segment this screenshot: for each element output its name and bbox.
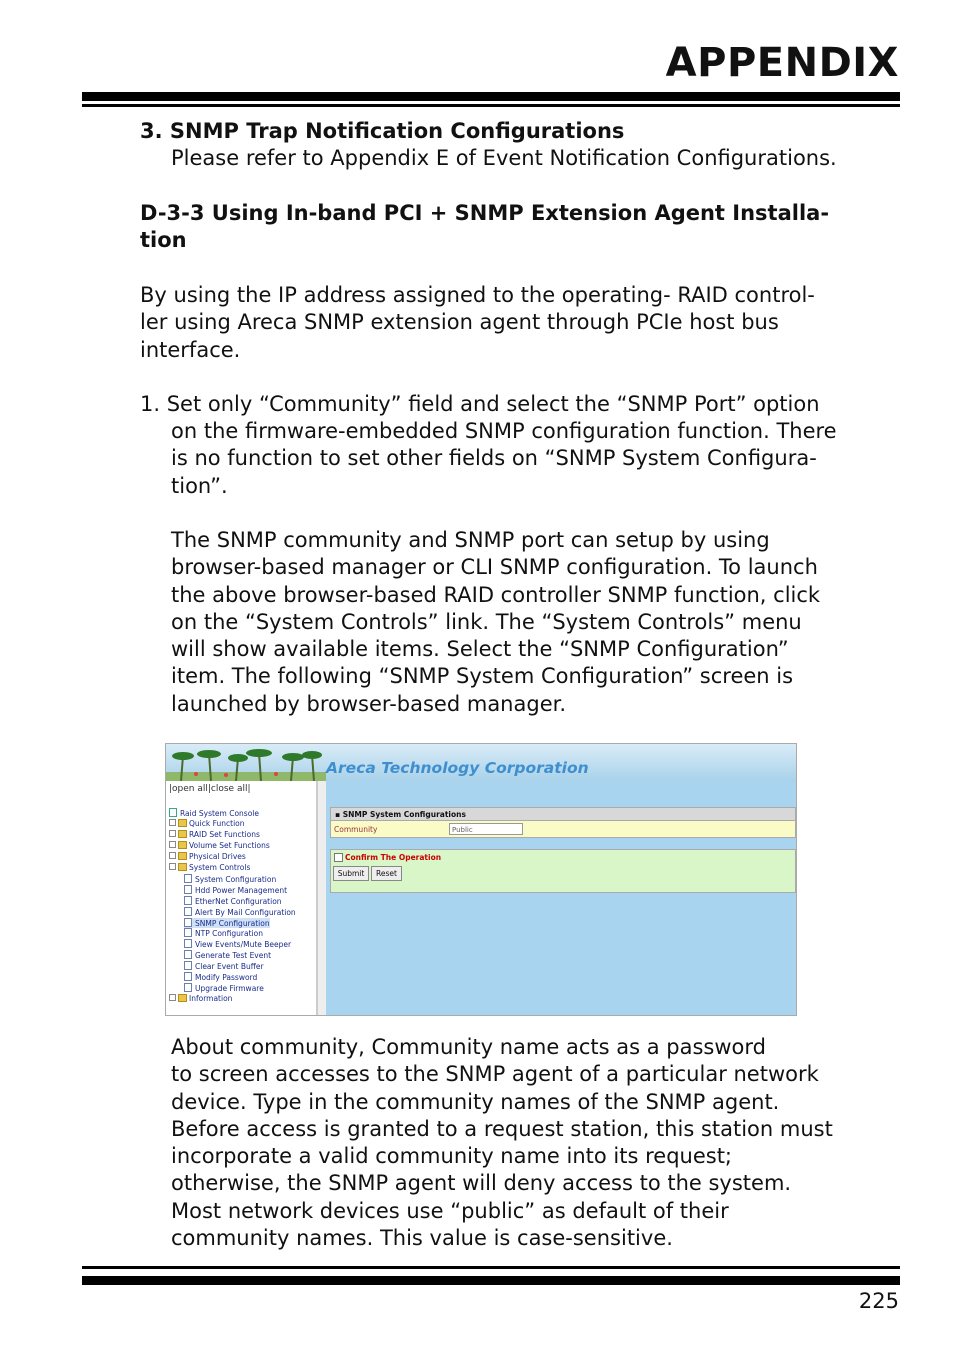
page-icon	[184, 939, 192, 948]
console-icon	[169, 808, 177, 817]
submit-button[interactable]: Submit	[333, 866, 369, 881]
tree-item-label: Generate Test Event	[195, 951, 272, 961]
screenshot-main-panel	[326, 781, 797, 1016]
tree-item[interactable]	[184, 950, 271, 960]
folder-icon	[178, 830, 187, 838]
text-line: to screen accesses to the SNMP agent of a particular network	[171, 1062, 819, 1087]
expand-icon[interactable]	[169, 841, 176, 848]
screenshot-banner	[166, 744, 797, 781]
text-line: item. The following “SNMP System Configuration” screen is	[171, 664, 794, 689]
expand-icon[interactable]	[169, 863, 176, 870]
tree-item[interactable]	[169, 852, 246, 861]
page-icon	[184, 950, 192, 959]
page-icon	[184, 885, 192, 894]
expand-icon[interactable]	[169, 994, 176, 1001]
page-icon	[184, 928, 192, 937]
panel-title-text: SNMP System Configurations	[342, 810, 466, 819]
text-line: browser-based manager or CLI SNMP configuration. To launch	[171, 555, 818, 580]
community-input[interactable]: Public	[449, 823, 523, 835]
text-line: interface.	[140, 337, 241, 362]
text-line: Most network devices use “public” as default of their	[171, 1198, 729, 1223]
expand-icon[interactable]	[169, 819, 176, 826]
tree-item[interactable]	[184, 874, 276, 884]
step1-paragraph	[171, 418, 911, 500]
folder-icon	[178, 819, 187, 827]
text-line: ler using Areca SNMP extension agent through PCIe host bus	[140, 310, 779, 335]
tree-item-label: Volume Set Functions	[189, 840, 270, 850]
section3-text: Please refer to Appendix E of Event Notification Configurations.	[171, 146, 837, 170]
tree-item-label: Alert By Mail Configuration	[195, 907, 296, 917]
tree-item[interactable]	[184, 896, 282, 906]
page-icon	[184, 983, 192, 992]
tree-item-label: Upgrade Firmware	[195, 984, 264, 994]
screenshot-sidebar	[166, 781, 317, 1016]
text-line: Before access is granted to a request station, this station must	[171, 1116, 833, 1141]
page-icon	[184, 972, 192, 981]
tree-item-label: System Controls	[189, 862, 251, 872]
tree-item[interactable]	[184, 983, 264, 993]
section3-heading: 3. SNMP Trap Notification Configurations	[140, 119, 625, 143]
tree-item[interactable]	[169, 830, 260, 839]
tree-item-label: System Configuration	[195, 874, 277, 884]
text-line: the above browser-based RAID controller SNMP function, click	[171, 582, 821, 607]
tree-item-label: Information	[189, 994, 233, 1004]
text-line: will show available items. Select the “SNMP Configuration”	[171, 637, 789, 662]
confirm-checkbox[interactable]	[334, 853, 343, 862]
tree-item[interactable]	[169, 994, 232, 1003]
paragraph-3	[171, 1034, 911, 1252]
confirm-label: Confirm The Operation	[345, 853, 442, 862]
tree-item[interactable]	[184, 972, 257, 982]
text-line: on the “System Controls” link. The “System Controls” menu	[171, 609, 802, 634]
page-header-title: APPENDIX	[665, 40, 899, 86]
text-line: The SNMP community and SNMP port can setup by using	[171, 528, 770, 552]
community-row	[330, 821, 796, 838]
tree-item-label: Hdd Power Management	[195, 885, 288, 895]
tree-item-label: EtherNet Configuration	[195, 896, 282, 906]
panel-title: ▪ SNMP System Configurations	[330, 807, 796, 821]
footer-rule-thin	[82, 1266, 900, 1269]
confirm-area	[330, 849, 796, 893]
page-icon	[184, 961, 192, 970]
tree-item[interactable]	[169, 863, 250, 872]
text-line: device. Type in the community names of the SNMP agent.	[171, 1089, 780, 1114]
paragraph-2	[171, 527, 911, 718]
tree-item-label: View Events/Mute Beeper	[195, 940, 292, 950]
tree-item-label: Quick Function	[189, 818, 245, 828]
snmp-config-screenshot	[165, 743, 797, 1016]
tree-item-label: SNMP Configuration	[195, 918, 270, 928]
tree-item[interactable]	[184, 939, 291, 949]
reset-button[interactable]: Reset	[371, 866, 402, 881]
tree-item[interactable]	[184, 961, 264, 971]
page-number: 225	[858, 1289, 899, 1313]
community-label: Community	[334, 825, 378, 834]
text-line: otherwise, the SNMP agent will deny access to the system.	[171, 1171, 792, 1196]
tree-item[interactable]	[184, 907, 296, 917]
brand-logo-text: Areca Technology Corporation	[326, 759, 589, 777]
text-line: tion”.	[171, 473, 228, 498]
tree-item[interactable]	[184, 918, 270, 928]
d333-heading-line1: D-3-3 Using In-band PCI + SNMP Extension Agent Installa-	[140, 201, 830, 225]
tree-item-label: Modify Password	[195, 973, 258, 983]
text-line: About community, Community name acts as a password	[171, 1035, 766, 1059]
header-rule-thick	[82, 92, 900, 101]
open-close-all-links[interactable]: |open all|close all|	[169, 784, 251, 794]
intro-paragraph	[140, 282, 910, 364]
expand-icon[interactable]	[169, 852, 176, 859]
tree-item[interactable]	[184, 885, 287, 895]
tree-item-label: Clear Event Buffer	[195, 962, 264, 972]
text-line: is no function to set other fields on “SNMP System Configura-	[171, 446, 817, 471]
text-line: on the firmware-embedded SNMP configuration function. There	[171, 419, 837, 443]
tree-item-label: Raid System Console	[180, 809, 259, 818]
tree-item-label: Physical Drives	[189, 851, 246, 861]
text-line: launched by browser-based manager.	[171, 691, 566, 716]
tree-item-label: RAID Set Functions	[189, 829, 260, 839]
page-icon	[184, 874, 192, 883]
text-line: By using the IP address assigned to the operating- RAID control-	[140, 283, 815, 307]
tree-item[interactable]	[169, 841, 270, 850]
expand-icon[interactable]	[169, 830, 176, 837]
text-line: incorporate a valid community name into its request;	[171, 1144, 733, 1169]
tree-item[interactable]	[169, 808, 259, 818]
footer-rule-thick	[82, 1276, 900, 1285]
folder-icon	[178, 841, 187, 849]
step1-line1: 1. Set only “Community” field and select the “SNMP Port” option	[140, 392, 820, 416]
tree-item[interactable]	[184, 928, 263, 938]
folder-icon	[178, 994, 187, 1002]
page-icon	[184, 896, 192, 905]
header-rule-thin	[82, 104, 900, 107]
palm-trees-image	[166, 744, 326, 781]
d333-heading-line2: tion	[140, 228, 187, 252]
text-line: community names. This value is case-sensitive.	[171, 1226, 673, 1251]
folder-icon	[178, 852, 187, 860]
tree-item-label: NTP Configuration	[195, 929, 263, 939]
tree-item[interactable]	[169, 819, 245, 828]
page-icon	[184, 918, 192, 927]
page-icon	[184, 907, 192, 916]
folder-icon	[178, 863, 187, 871]
